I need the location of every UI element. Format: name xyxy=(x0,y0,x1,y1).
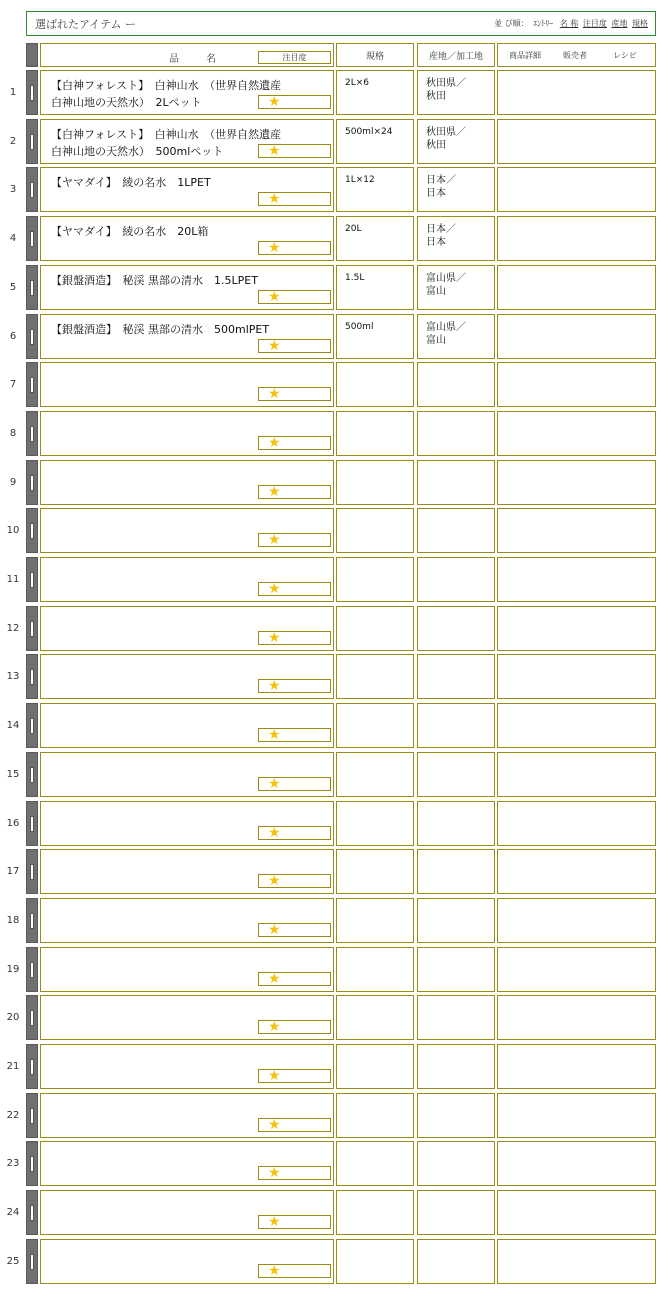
item-name-cell[interactable] xyxy=(40,849,334,894)
attention-rating[interactable] xyxy=(258,533,331,547)
details-cell xyxy=(497,314,656,359)
spec-cell xyxy=(336,1093,414,1138)
item-name: 【白神フォレスト】 白神山水 （世界自然遺産 白神山地の天然水） 500mlペット xyxy=(51,128,282,158)
details-cell xyxy=(497,70,656,115)
attention-rating[interactable] xyxy=(258,1166,331,1180)
spec-cell xyxy=(336,314,414,359)
item-name-cell[interactable] xyxy=(40,801,334,846)
spec-cell xyxy=(336,460,414,505)
spec-cell xyxy=(336,606,414,651)
row-handle[interactable] xyxy=(26,1190,38,1235)
row-handle-grip-icon xyxy=(30,864,34,880)
origin-cell xyxy=(417,995,495,1040)
origin-cell xyxy=(417,167,495,212)
row-number: 8 xyxy=(9,428,17,439)
row-handle-grip-icon xyxy=(30,621,34,637)
origin-cell xyxy=(417,362,495,407)
item-name-cell[interactable] xyxy=(40,654,334,699)
row-handle-grip-icon xyxy=(30,1205,34,1221)
details-cell xyxy=(497,1093,656,1138)
item-name-cell[interactable] xyxy=(40,947,334,992)
item-spec: 2L×6 xyxy=(345,78,370,88)
row-handle[interactable] xyxy=(26,167,38,212)
row-handle-grip-icon xyxy=(30,280,34,296)
item-name-cell[interactable] xyxy=(40,606,334,651)
item-name: 【ヤマダイ】 綾の名水 20L箱 xyxy=(51,225,209,238)
item-spec: 1.5L xyxy=(345,273,365,283)
spec-cell xyxy=(336,265,414,310)
attention-rating[interactable] xyxy=(258,1020,331,1034)
star-icon: ★ xyxy=(268,776,281,792)
origin-cell xyxy=(417,265,495,310)
spec-cell xyxy=(336,1239,414,1284)
origin-cell xyxy=(417,947,495,992)
row-handle-grip-icon xyxy=(30,1156,34,1172)
row-handle[interactable] xyxy=(26,460,38,505)
row-number: 13 xyxy=(6,671,20,682)
star-icon: ★ xyxy=(268,922,281,938)
item-name-cell[interactable] xyxy=(40,557,334,602)
item-name-cell[interactable] xyxy=(40,995,334,1040)
item-name-cell[interactable] xyxy=(40,314,334,359)
row-handle-grip-icon xyxy=(30,816,34,832)
sort-entry-label: ｴﾝﾄﾘｰ xyxy=(533,19,554,28)
origin-cell xyxy=(417,606,495,651)
spec-cell xyxy=(336,557,414,602)
details-cell xyxy=(497,606,656,651)
row-number: 5 xyxy=(9,282,17,293)
details-cell xyxy=(497,752,656,797)
row-handle[interactable] xyxy=(26,362,38,407)
row-handle-grip-icon xyxy=(30,231,34,247)
sort-controls xyxy=(494,18,648,29)
sort-by-spec-link[interactable]: 規格 xyxy=(632,19,648,28)
star-icon: ★ xyxy=(268,532,281,548)
details-cell xyxy=(497,557,656,602)
row-number: 21 xyxy=(6,1061,20,1072)
star-icon: ★ xyxy=(268,1214,281,1230)
row-handle[interactable] xyxy=(26,947,38,992)
spec-cell xyxy=(336,508,414,553)
row-handle[interactable] xyxy=(26,801,38,846)
row-handle[interactable] xyxy=(26,703,38,748)
row-handle-grip-icon xyxy=(30,377,34,393)
item-origin: 日本／ 日本 xyxy=(426,175,456,199)
row-handle[interactable] xyxy=(26,216,38,261)
attention-rating[interactable] xyxy=(258,874,331,888)
origin-cell xyxy=(417,460,495,505)
row-number: 1 xyxy=(9,87,17,98)
star-icon: ★ xyxy=(268,289,281,305)
item-origin: 富山県／ 富山 xyxy=(426,273,466,297)
item-name-cell[interactable] xyxy=(40,216,334,261)
item-name-cell[interactable] xyxy=(40,1093,334,1138)
row-handle-grip-icon xyxy=(30,913,34,929)
row-number: 14 xyxy=(6,720,20,731)
column-header-product-details: 商品詳細 xyxy=(509,50,541,60)
row-handle-grip-icon xyxy=(30,962,34,978)
details-cell xyxy=(497,654,656,699)
item-name-cell[interactable] xyxy=(40,460,334,505)
origin-cell xyxy=(417,1093,495,1138)
item-name-cell[interactable] xyxy=(40,703,334,748)
item-origin: 秋田県／ 秋田 xyxy=(426,78,466,102)
row-handle[interactable] xyxy=(26,119,38,164)
origin-cell xyxy=(417,703,495,748)
spec-cell xyxy=(336,654,414,699)
row-number: 25 xyxy=(6,1256,20,1267)
row-handle[interactable] xyxy=(26,1044,38,1089)
spec-cell xyxy=(336,801,414,846)
origin-cell xyxy=(417,508,495,553)
star-icon: ★ xyxy=(268,484,281,500)
row-number: 24 xyxy=(6,1207,20,1218)
details-cell xyxy=(497,460,656,505)
spec-cell xyxy=(336,411,414,456)
details-cell xyxy=(497,508,656,553)
attention-rating[interactable] xyxy=(258,485,331,499)
origin-cell xyxy=(417,849,495,894)
row-handle[interactable] xyxy=(26,508,38,553)
item-name: 【銀盤酒造】 秘渓 黒部の清水 1.5LPET xyxy=(51,274,258,287)
details-cell xyxy=(497,167,656,212)
header-title: 選ばれたアイテム ー xyxy=(35,18,136,31)
star-icon: ★ xyxy=(268,1165,281,1181)
sort-label: 並 び順： xyxy=(494,19,529,28)
item-spec: 500ml×24 xyxy=(345,127,393,137)
row-handle-grip-icon xyxy=(30,669,34,685)
item-name-cell[interactable] xyxy=(40,411,334,456)
star-icon: ★ xyxy=(268,1263,281,1279)
attention-rating[interactable] xyxy=(258,582,331,596)
column-header-attention[interactable]: 注目度 xyxy=(258,51,331,64)
row-handle-grip-icon xyxy=(30,182,34,198)
row-number: 17 xyxy=(6,866,20,877)
origin-cell xyxy=(417,752,495,797)
item-name-cell[interactable] xyxy=(40,70,334,115)
row-handle-grip-icon xyxy=(30,1254,34,1270)
details-cell xyxy=(497,849,656,894)
row-number: 7 xyxy=(9,379,17,390)
column-header-seller: 販売者 xyxy=(563,50,587,60)
attention-rating[interactable] xyxy=(258,1069,331,1083)
item-origin: 日本／ 日本 xyxy=(426,224,456,248)
attention-rating[interactable] xyxy=(258,923,331,937)
row-handle-grip-icon xyxy=(30,1059,34,1075)
details-cell xyxy=(497,1239,656,1284)
attention-rating[interactable] xyxy=(258,1118,331,1132)
row-number: 19 xyxy=(6,964,20,975)
details-cell xyxy=(497,995,656,1040)
spec-cell xyxy=(336,995,414,1040)
row-number: 22 xyxy=(6,1110,20,1121)
details-cell xyxy=(497,801,656,846)
attention-rating[interactable] xyxy=(258,972,331,986)
row-number: 10 xyxy=(6,525,20,536)
row-number: 20 xyxy=(6,1012,20,1023)
item-name-cell[interactable] xyxy=(40,1239,334,1284)
row-number: 18 xyxy=(6,915,20,926)
sort-by-attention-link[interactable]: 注目度 xyxy=(582,19,607,28)
column-header-spec: 規格 xyxy=(336,43,414,67)
item-origin: 富山県／ 富山 xyxy=(426,322,466,346)
star-icon: ★ xyxy=(268,386,281,402)
star-icon: ★ xyxy=(268,581,281,597)
column-header-details xyxy=(497,43,656,67)
row-handle-grip-icon xyxy=(30,718,34,734)
origin-cell xyxy=(417,314,495,359)
spec-cell xyxy=(336,119,414,164)
star-icon: ★ xyxy=(268,94,281,110)
item-name-cell[interactable] xyxy=(40,752,334,797)
origin-cell xyxy=(417,898,495,943)
row-handle[interactable] xyxy=(26,1093,38,1138)
attention-rating[interactable] xyxy=(258,777,331,791)
item-spec: 20L xyxy=(345,224,362,234)
item-name: 【銀盤酒造】 秘渓 黒部の清水 500mlPET xyxy=(51,323,270,336)
row-handle[interactable] xyxy=(26,995,38,1040)
row-handle-grip-icon xyxy=(30,475,34,491)
row-number: 23 xyxy=(6,1158,20,1169)
attention-rating[interactable] xyxy=(258,728,331,742)
details-cell xyxy=(497,411,656,456)
attention-rating[interactable] xyxy=(258,826,331,840)
star-icon: ★ xyxy=(268,435,281,451)
attention-rating[interactable] xyxy=(258,631,331,645)
star-icon: ★ xyxy=(268,727,281,743)
origin-cell xyxy=(417,1044,495,1089)
column-header-name xyxy=(40,43,334,67)
row-handle-grip-icon xyxy=(30,1108,34,1124)
row-number: 6 xyxy=(9,331,17,342)
row-handle-grip-icon xyxy=(30,572,34,588)
spec-cell xyxy=(336,849,414,894)
attention-rating[interactable] xyxy=(258,95,331,109)
attention-rating[interactable] xyxy=(258,679,331,693)
row-handle-grip-icon xyxy=(30,1010,34,1026)
row-number: 2 xyxy=(9,136,17,147)
details-cell xyxy=(497,362,656,407)
star-icon: ★ xyxy=(268,1068,281,1084)
header-side-strip xyxy=(26,43,38,67)
row-handle[interactable] xyxy=(26,752,38,797)
row-handle[interactable] xyxy=(26,1239,38,1284)
star-icon: ★ xyxy=(268,678,281,694)
spec-cell xyxy=(336,703,414,748)
row-number: 4 xyxy=(9,233,17,244)
origin-cell xyxy=(417,801,495,846)
details-cell xyxy=(497,216,656,261)
attention-rating[interactable] xyxy=(258,339,331,353)
item-spec: 500ml xyxy=(345,322,374,332)
column-header-recipe: レシピ xyxy=(613,50,637,60)
attention-rating[interactable] xyxy=(258,387,331,401)
spec-cell xyxy=(336,1044,414,1089)
row-handle[interactable] xyxy=(26,70,38,115)
spec-cell xyxy=(336,752,414,797)
origin-cell xyxy=(417,1239,495,1284)
column-header-origin: 産地／加工地 xyxy=(417,43,495,67)
row-handle[interactable] xyxy=(26,898,38,943)
star-icon: ★ xyxy=(268,873,281,889)
row-handle[interactable] xyxy=(26,557,38,602)
attention-rating[interactable] xyxy=(258,1215,331,1229)
spec-cell xyxy=(336,167,414,212)
star-icon: ★ xyxy=(268,1019,281,1035)
origin-cell xyxy=(417,119,495,164)
item-name-cell[interactable] xyxy=(40,119,334,164)
spec-cell xyxy=(336,70,414,115)
row-handle-grip-icon xyxy=(30,767,34,783)
star-icon: ★ xyxy=(268,338,281,354)
attention-rating[interactable] xyxy=(258,144,331,158)
row-handle[interactable] xyxy=(26,849,38,894)
star-icon: ★ xyxy=(268,1117,281,1133)
details-cell xyxy=(497,703,656,748)
details-cell xyxy=(497,265,656,310)
details-cell xyxy=(497,1141,656,1186)
row-handle-grip-icon xyxy=(30,329,34,345)
column-header-name-label: 品 名 xyxy=(169,54,229,65)
spec-cell xyxy=(336,947,414,992)
origin-cell xyxy=(417,216,495,261)
item-spec: 1L×12 xyxy=(345,175,375,185)
spec-cell xyxy=(336,362,414,407)
item-name-cell[interactable] xyxy=(40,898,334,943)
row-handle-grip-icon xyxy=(30,134,34,150)
row-handle-grip-icon xyxy=(30,85,34,101)
attention-rating[interactable] xyxy=(258,436,331,450)
row-number: 11 xyxy=(6,574,20,585)
details-cell xyxy=(497,1044,656,1089)
attention-rating[interactable] xyxy=(258,241,331,255)
details-cell xyxy=(497,947,656,992)
row-handle[interactable] xyxy=(26,314,38,359)
star-icon: ★ xyxy=(268,240,281,256)
origin-cell xyxy=(417,1141,495,1186)
row-handle[interactable] xyxy=(26,654,38,699)
details-cell xyxy=(497,1190,656,1235)
details-cell xyxy=(497,119,656,164)
origin-cell xyxy=(417,1190,495,1235)
item-name-cell[interactable] xyxy=(40,1044,334,1089)
origin-cell xyxy=(417,70,495,115)
item-name-cell[interactable] xyxy=(40,1190,334,1235)
item-name-cell[interactable] xyxy=(40,167,334,212)
row-handle-grip-icon xyxy=(30,523,34,539)
row-handle-grip-icon xyxy=(30,426,34,442)
star-icon: ★ xyxy=(268,143,281,159)
attention-rating[interactable] xyxy=(258,1264,331,1278)
row-number: 15 xyxy=(6,769,20,780)
spec-cell xyxy=(336,1190,414,1235)
star-icon: ★ xyxy=(268,630,281,646)
row-handle[interactable] xyxy=(26,411,38,456)
star-icon: ★ xyxy=(268,971,281,987)
attention-rating[interactable] xyxy=(258,192,331,206)
item-name: 【白神フォレスト】 白神山水 （世界自然遺産 白神山地の天然水） 2Lペット xyxy=(51,79,282,109)
selected-items-header xyxy=(26,11,656,36)
item-origin: 秋田県／ 秋田 xyxy=(426,127,466,151)
row-number: 16 xyxy=(6,818,20,829)
row-handle[interactable] xyxy=(26,606,38,651)
item-name-cell[interactable] xyxy=(40,362,334,407)
item-name-cell[interactable] xyxy=(40,1141,334,1186)
item-name-cell[interactable] xyxy=(40,508,334,553)
item-name: 【ヤマダイ】 綾の名水 1LPET xyxy=(51,176,211,189)
row-number: 9 xyxy=(9,477,17,488)
sort-by-origin-link[interactable]: 産地 xyxy=(611,19,628,28)
row-number: 12 xyxy=(6,623,20,634)
spec-cell xyxy=(336,898,414,943)
spec-cell xyxy=(336,1141,414,1186)
spec-cell xyxy=(336,216,414,261)
row-number: 3 xyxy=(9,184,17,195)
origin-cell xyxy=(417,654,495,699)
row-handle[interactable] xyxy=(26,265,38,310)
sort-by-name-link[interactable]: 名 称 xyxy=(559,19,579,28)
details-cell xyxy=(497,898,656,943)
row-handle[interactable] xyxy=(26,1141,38,1186)
origin-cell xyxy=(417,557,495,602)
star-icon: ★ xyxy=(268,825,281,841)
attention-rating[interactable] xyxy=(258,290,331,304)
star-icon: ★ xyxy=(268,191,281,207)
item-name-cell[interactable] xyxy=(40,265,334,310)
origin-cell xyxy=(417,411,495,456)
